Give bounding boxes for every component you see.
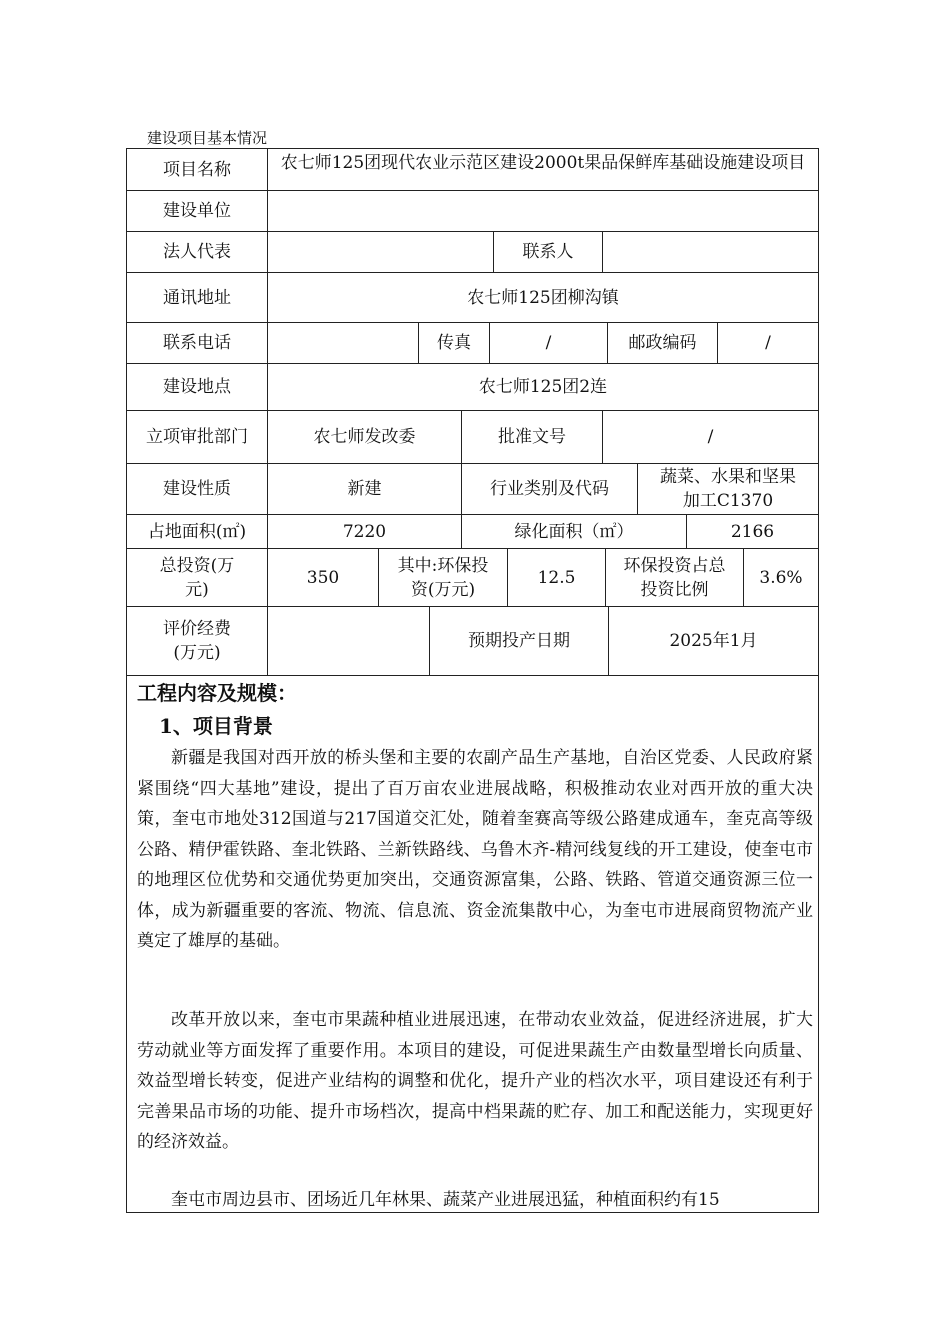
env-invest-value: 12.5 <box>508 549 606 606</box>
legal-rep-value <box>268 232 494 272</box>
invest-label: 总投资(万元) <box>127 549 268 606</box>
section-subheading: 1、项目背景 <box>159 714 273 738</box>
approval-dept-label: 立项审批部门 <box>127 411 268 463</box>
address-label: 通讯地址 <box>127 273 268 322</box>
project-name-label: 项目名称 <box>127 149 268 190</box>
table-caption: 建设项目基本情况 <box>147 129 268 147</box>
paragraph-1: 新疆是我国对西开放的桥头堡和主要的农副产品生产基地，自治区党委、人民政府紧紧围绕“四大基地”建设，提出了百万亩农业进展战略，积极推动农业对西开放的重大决策，奎屯市地处312国道与217国道交汇处，随着奎赛高等级公路建成通车，奎克高等级公路、精伊霍铁路、奎北铁路、兰新铁路线、乌鲁木齐-精河线复线的开工建设，使奎屯市的地理区位优势和交通优势更加突出，交通资源富集，公路、铁路、管道交通资源三位一体，成为新疆重要的客流、物流、信息流、资金流集散中心，为奎屯市进展商贸物流产业奠定了雄厚的基础。 <box>137 748 813 951</box>
env-ratio-label: 环保投资占总投资比例 <box>606 549 744 606</box>
unit-label: 建设单位 <box>127 191 268 231</box>
row-fee <box>127 607 818 676</box>
project-info-table <box>126 148 819 1213</box>
start-date-label: 预期投产日期 <box>430 607 609 675</box>
start-date-value: 2025年1月 <box>669 631 758 651</box>
invest-value: 350 <box>268 549 379 606</box>
industry-value: 蔬菜、水果和坚果加工C1370 <box>660 467 796 511</box>
row-legal-rep <box>127 232 818 273</box>
site-value: 农七师125团2连 <box>478 377 608 397</box>
row-approval <box>127 411 818 464</box>
approval-no-value: / <box>707 427 714 447</box>
address-value: 农七师125团柳沟镇 <box>467 287 619 308</box>
approval-dept-value: 农七师发改委 <box>268 411 462 463</box>
area-label: 占地面积(㎡) <box>127 515 268 548</box>
row-investment <box>127 549 818 607</box>
section-heading: 工程内容及规模： <box>137 681 297 705</box>
fax-label: 传真 <box>419 323 490 363</box>
postcode-label: 邮政编码 <box>608 323 718 363</box>
row-unit <box>127 191 818 232</box>
unit-value <box>268 191 818 231</box>
green-area-label: 绿化面积（㎡） <box>462 515 687 548</box>
area-value: 7220 <box>268 515 462 548</box>
row-phone <box>127 323 818 364</box>
row-site <box>127 364 818 411</box>
industry-label: 行业类别及代码 <box>462 464 638 514</box>
row-project-name <box>127 149 818 191</box>
postcode-value: / <box>765 333 771 353</box>
site-label: 建设地点 <box>127 364 268 410</box>
paragraph-3: 奎屯市周边县市、团场近几年林果、蔬菜产业进展迅猛，种植面积约有15 <box>171 1190 720 1210</box>
phone-label: 联系电话 <box>127 323 268 363</box>
fax-value: / <box>490 323 608 363</box>
project-name-value: 农七师125团现代农业示范区建设2000t果品保鲜库基础设施建设项目 <box>280 153 806 173</box>
env-ratio-value: 3.6% <box>759 567 803 588</box>
phone-value <box>268 323 419 363</box>
nature-label: 建设性质 <box>127 464 268 514</box>
contact-value <box>603 232 818 272</box>
green-area-value: 2166 <box>730 521 775 542</box>
row-nature <box>127 464 818 515</box>
contact-label: 联系人 <box>494 232 603 272</box>
fee-label: 评价经费(万元) <box>127 607 268 675</box>
env-invest-label: 其中:环保投资(万元) <box>379 549 508 606</box>
fee-value <box>268 607 430 675</box>
row-address <box>127 273 818 323</box>
legal-rep-label: 法人代表 <box>127 232 268 272</box>
nature-value: 新建 <box>268 464 462 514</box>
row-area <box>127 515 818 549</box>
approval-no-label: 批准文号 <box>462 411 603 463</box>
paragraph-2: 改革开放以来，奎屯市果蔬种植业进展迅速，在带动农业效益，促进经济进展，扩大劳动就业等方面发挥了重要作用。本项目的建设，可促进果蔬生产由数量型增长向质量、效益型增长转变，促进产业结构的调整和优化，提升产业的档次水平，项目建设还有利于完善果品市场的功能、提升市场档次，提高中档果蔬的贮存、加工和配送能力，实现更好的经济效益。 <box>137 1010 813 1152</box>
